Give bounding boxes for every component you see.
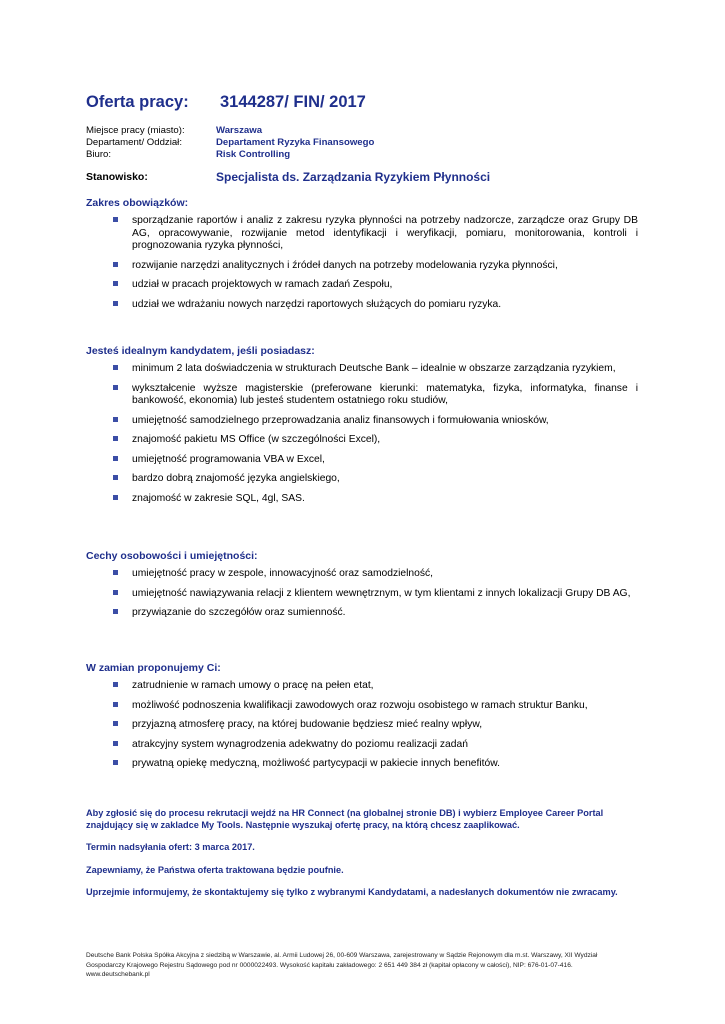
section-heading: Cechy osobowości i umiejętności: [86, 550, 258, 562]
bullet-square-icon [113, 301, 118, 306]
meta-label: Departament/ Oddział: [86, 137, 182, 148]
offer-number: 3144287/ FIN/ 2017 [220, 93, 366, 111]
list-item: rozwijanie narzędzi analitycznych i źródeł danych na potrzeby modelowania ryzyka płynności, [86, 260, 638, 273]
list-item: wykształcenie wyższe magisterskie (preferowane kierunki: matematyka, fizyka, informatyka, finanse i bankowość, ekonomia) lub jesteś studentem ostatniego roku studiów, [86, 383, 638, 408]
bullet-square-icon [113, 495, 118, 500]
list-item: atrakcyjny system wynagrodzenia adekwatny do poziomu realizacji zadań [86, 739, 638, 752]
list-item: umiejętność nawiązywania relacji z klientem wewnętrznym, w tym klientami z innych lokalizacji Grupy DB AG, [86, 588, 638, 601]
bullet-square-icon [113, 570, 118, 575]
list-item: udział we wdrażaniu nowych narzędzi raportowych służących do pomiaru ryzyka. [86, 299, 638, 312]
legal-footer: Deutsche Bank Polska Spółka Akcyjna z siedzibą w Warszawie, al. Armii Ludowej 26, 00-609 Warszawa, zarejestrowany w Sądzie Rejonowym dla m.st. Warszawy, XII Wydział Gospodarczy Krajowego Rejestru Sądowego pod nr 0000022493. Wysokość kapitału zakładowego: 2 651 449 384 zł (kapitał opłacony w całości), NIP: 676-01-07-416. www.deutschebank.pl [86, 952, 598, 978]
section-heading: W zamian proponujemy Ci: [86, 662, 221, 674]
list-item: zatrudnienie w ramach umowy o pracę na pełen etat, [86, 680, 638, 693]
meta-label: Miejsce pracy (miasto): [86, 125, 185, 136]
bullet-square-icon [113, 702, 118, 707]
requirements-list [86, 363, 638, 505]
bullet-square-icon [113, 262, 118, 267]
duties-list [86, 215, 638, 311]
bullet-square-icon [113, 417, 118, 422]
offer-title-label: Oferta pracy: [86, 93, 189, 111]
meta-value: Risk Controlling [216, 149, 291, 160]
contact-note: Uprzejmie informujemy, że skontaktujemy się tylko z wybranymi Kandydatami, a nadesłanych dokumentów nie zwracamy. [86, 887, 618, 897]
bullet-square-icon [113, 281, 118, 286]
section-traits [86, 550, 638, 627]
list-item: umiejętność pracy w zespole, innowacyjność oraz samodzielność, [86, 568, 638, 581]
apply-instructions: Aby zgłosić się do procesu rekrutacji wejdź na HR Connect (na globalnej stronie DB) i wybierz Employee Career Portal znajdujący się w zakladce My Tools. Następnie wyszukaj ofertę pracy, na którą chcesz zaaplikować. [86, 808, 604, 830]
section-duties [86, 197, 638, 318]
list-item: minimum 2 lata doświadczenia w strukturach Deutsche Bank – idealnie w obszarze zarządzania ryzykiem, [86, 363, 638, 376]
list-item: udział w pracach projektowych w ramach zadań Zespołu, [86, 279, 638, 292]
list-item: przyjazną atmosferę pracy, na której budowanie będziesz mieć realny wpływ, [86, 719, 638, 732]
confidentiality-note: Zapewniamy, że Państwa oferta traktowana będzie poufnie. [86, 864, 344, 875]
traits-list [86, 568, 638, 620]
application-notes [86, 808, 646, 910]
list-item: znajomość pakietu MS Office (w szczególności Excel), [86, 434, 638, 447]
section-offer [86, 662, 638, 778]
bullet-square-icon [113, 475, 118, 480]
bullet-square-icon [113, 721, 118, 726]
bullet-square-icon [113, 590, 118, 595]
position-row [86, 170, 646, 186]
section-heading: Jesteś idealnym kandydatem, jeśli posiadasz: [86, 345, 315, 357]
meta-value: Departament Ryzyka Finansowego [216, 137, 375, 148]
offer-title [86, 93, 366, 112]
meta-value: Warszawa [216, 125, 263, 136]
bullet-square-icon [113, 760, 118, 765]
application-deadline: Termin nadsyłania ofert: 3 marca 2017. [86, 842, 255, 852]
list-item: prywatną opiekę medyczną, możliwość partycypacji w pakiecie innych benefitów. [86, 758, 638, 771]
list-item: przywiązanie do szczegółów oraz sumienność. [86, 607, 638, 620]
list-item: znajomość w zakresie SQL, 4gl, SAS. [86, 493, 638, 506]
bullet-square-icon [113, 682, 118, 687]
meta-label: Biuro: [86, 149, 112, 160]
list-item: bardzo dobrą znajomość języka angielskiego, [86, 473, 638, 486]
section-heading: Zakres obowiązków: [86, 197, 189, 209]
offer-list [86, 680, 638, 771]
bullet-square-icon [113, 436, 118, 441]
list-item: umiejętność programowania VBA w Excel, [86, 454, 638, 467]
position-title: Specjalista ds. Zarządzania Ryzykiem Płynności [216, 170, 491, 184]
position-label: Stanowisko: [86, 171, 148, 183]
list-item: umiejętność samodzielnego przeprowadzania analiz finansowych i formułowania wniosków, [86, 415, 638, 428]
bullet-square-icon [113, 609, 118, 614]
bullet-square-icon [113, 217, 118, 222]
section-requirements [86, 345, 638, 512]
bullet-square-icon [113, 365, 118, 370]
bullet-square-icon [113, 385, 118, 390]
list-item: sporządzanie raportów i analiz z zakresu ryzyka płynności na potrzeby nadzorcze, zarządcze oraz Grupy DB AG, opracowywanie, rozwijanie metod identyfikacji i weryfikacji, pomiaru, monitorowania, kontroli i prognozowania ryzyka płynności, [86, 215, 638, 253]
bullet-square-icon [113, 456, 118, 461]
bullet-square-icon [113, 741, 118, 746]
list-item: możliwość podnoszenia kwalifikacji zawodowych oraz rozwoju osobistego w ramach struktur Banku, [86, 700, 638, 713]
